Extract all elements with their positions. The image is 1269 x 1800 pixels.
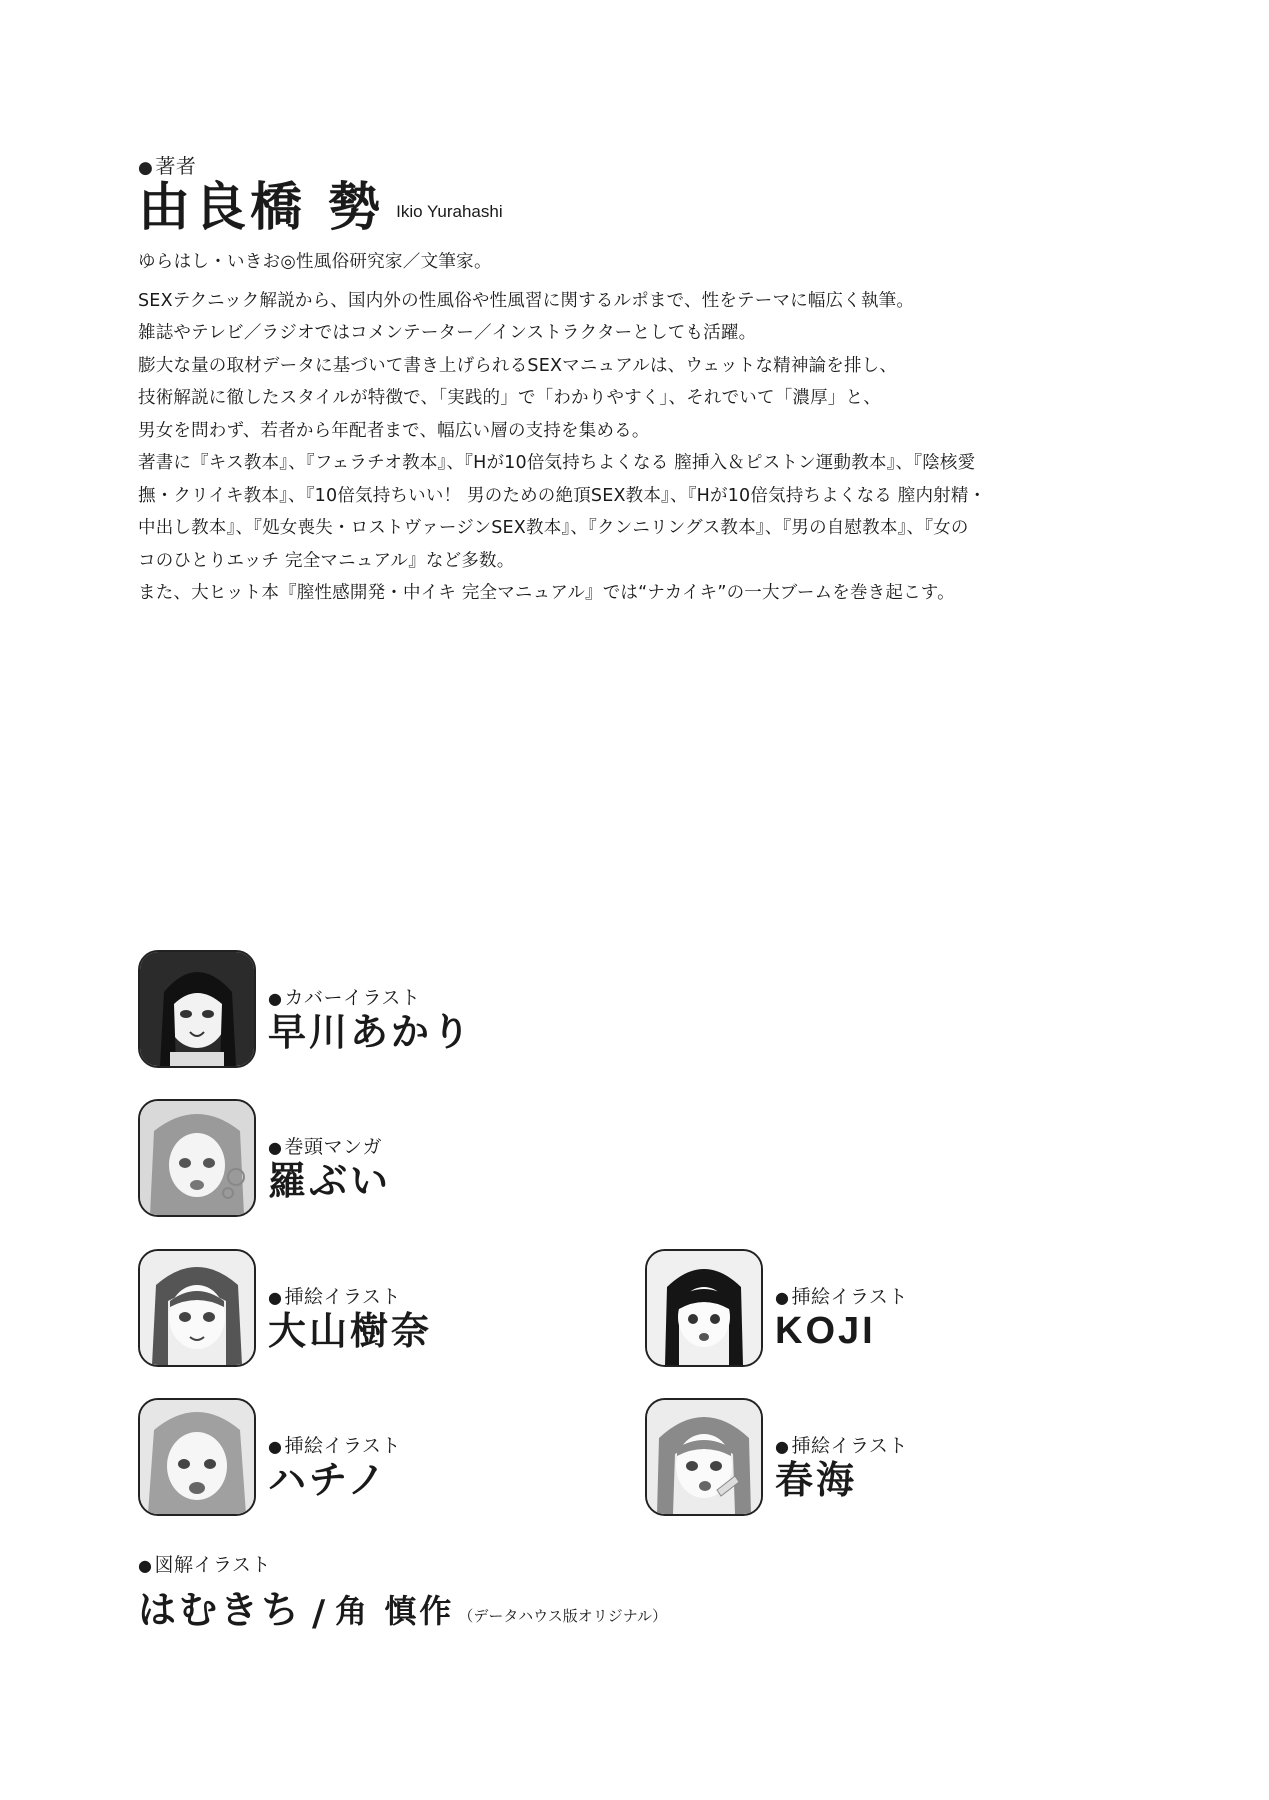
credit-insert-illustration	[138, 1398, 401, 1516]
bio-line: 男女を問わず、若者から年配者まで、幅広い層の支持を集める。	[138, 420, 650, 441]
credit-name: 羅ぶい	[268, 1158, 392, 1203]
credit-role: ● 巻頭マンガ	[268, 1135, 382, 1158]
character-portrait-icon	[140, 1101, 254, 1215]
credit-role: ● 図解イラスト	[138, 1554, 271, 1576]
author-section	[138, 150, 1098, 610]
bio-line: 膨大な量の取材データに基づいて書き上げられるSEXマニュアルは、ウェットな精神論を排し、	[138, 355, 898, 376]
credit-name: 春海	[775, 1457, 858, 1502]
bio-line: コのひとりエッチ 完全マニュアル』など多数。	[138, 550, 515, 571]
credit-role: ● 挿絵イラスト	[268, 1434, 401, 1457]
character-portrait-icon	[647, 1400, 761, 1514]
credit-text	[268, 965, 473, 1054]
credit-text	[775, 1413, 908, 1502]
credit-text	[268, 1114, 391, 1203]
character-portrait-icon	[140, 952, 254, 1066]
bullet-icon: ●	[775, 1287, 790, 1307]
illustrator-avatar	[138, 950, 256, 1068]
bullet-icon: ●	[268, 1287, 283, 1307]
illustrator-avatar	[138, 1099, 256, 1217]
bio-line: SEXテクニック解説から、国内外の性風俗や性風習に関するルポまで、性をテーマに幅広く執筆。	[138, 290, 915, 311]
character-portrait-icon	[140, 1400, 254, 1514]
illustrator-avatar	[645, 1398, 763, 1516]
author-bio	[138, 285, 1098, 610]
credit-text	[268, 1413, 401, 1502]
character-portrait-icon	[647, 1251, 761, 1365]
credit-note: （データハウス版オリジナル）	[458, 1607, 667, 1625]
bullet-icon: ●	[138, 158, 154, 178]
credit-insert-illustration	[138, 1249, 432, 1367]
credit-cover-illustration	[138, 950, 473, 1068]
credit-name: 早川あかり	[268, 1009, 474, 1054]
bullet-icon: ●	[138, 1556, 153, 1575]
credit-diagram-illustration	[138, 1550, 667, 1634]
bullet-icon: ●	[268, 1137, 283, 1157]
credit-name: 角 慎作	[335, 1592, 455, 1630]
name-separator: /	[312, 1593, 326, 1634]
credit-opening-manga	[138, 1099, 391, 1217]
bio-line: 雑誌やテレビ／ラジオではコメンテーター／インストラクターとしても活躍。	[138, 323, 757, 344]
bio-line: 撫・クリイキ教本』、『10倍気持ちいい！ 男のための絶頂SEX教本』、『Hが10倍気持ちよくなる 膣内射精・	[138, 485, 987, 506]
credit-name: はむきち	[138, 1588, 303, 1632]
author-name-row	[138, 178, 1098, 238]
bullet-icon: ●	[268, 988, 283, 1008]
bio-line: また、大ヒット本『膣性感開発・中イキ 完全マニュアル』では“ナカイキ”の一大ブームを巻き起こす。	[138, 583, 955, 604]
illustrator-avatar	[138, 1249, 256, 1367]
author-roman-name: Ikio Yurahashi	[396, 201, 503, 221]
bullet-icon: ●	[268, 1436, 283, 1456]
credit-insert-illustration	[645, 1249, 908, 1367]
credit-role: ● 挿絵イラスト	[775, 1434, 908, 1457]
illustrator-avatar	[138, 1398, 256, 1516]
author-role-label: ● 著者	[138, 154, 197, 178]
credit-text	[268, 1264, 432, 1353]
credit-name: KOJI	[775, 1309, 876, 1352]
credit-name: 大山樹奈	[268, 1308, 433, 1353]
bio-line: 技術解説に徹したスタイルが特徴で、「実践的」で「わかりやすく」、それでいて「濃厚」と、	[138, 388, 881, 409]
credit-insert-illustration	[645, 1398, 908, 1516]
bio-line: 著書に『キス教本』、『フェラチオ教本』、『Hが10倍気持ちよくなる 膣挿入＆ピストン運動教本』、『陰核愛	[138, 453, 976, 474]
illustrator-avatar	[645, 1249, 763, 1367]
author-reading: ゆらはし・いきお◎性風俗研究家／文筆家。	[138, 251, 492, 272]
credit-role: ● カバーイラスト	[268, 986, 421, 1009]
credit-role: ● 挿絵イラスト	[775, 1285, 908, 1308]
bullet-icon: ●	[775, 1436, 790, 1456]
author-name: 由良橋 勢	[138, 178, 385, 238]
bio-line: 中出し教本』、『処女喪失・ロストヴァージンSEX教本』、『クンニリングス教本』、『男の自慰教本』、『女の	[138, 518, 969, 539]
credit-role: ● 挿絵イラスト	[268, 1285, 401, 1308]
character-portrait-icon	[140, 1251, 254, 1365]
diagram-names	[138, 1579, 667, 1634]
credit-name: ハチノ	[268, 1457, 389, 1502]
credit-text	[775, 1264, 908, 1353]
